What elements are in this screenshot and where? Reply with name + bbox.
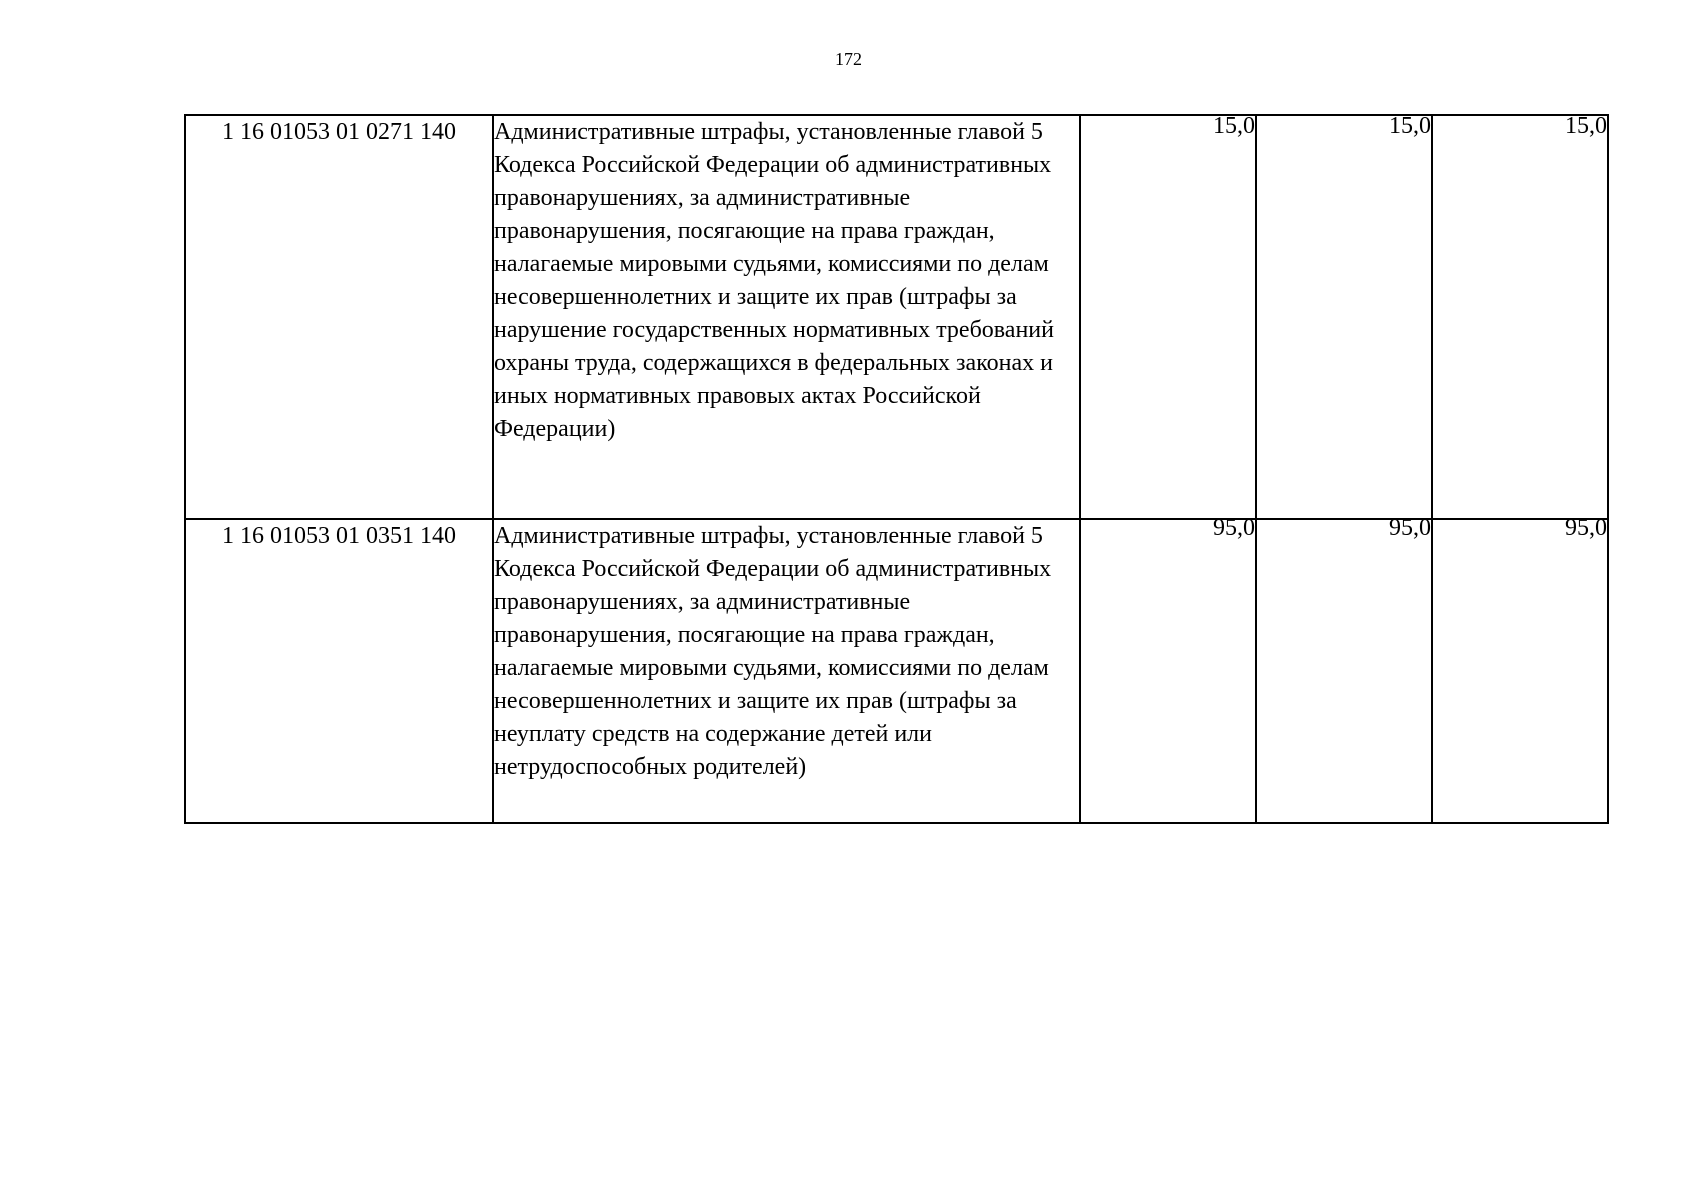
description-cell: [493, 519, 1080, 823]
value-cell-1: [1080, 515, 1256, 823]
code-cell: [185, 519, 493, 823]
table-row: [185, 115, 1608, 519]
value-cell-3: [1432, 115, 1608, 519]
description-cell: [493, 115, 1080, 519]
page-number: 172: [835, 49, 862, 69]
value-2: 15,0: [1389, 113, 1431, 139]
value-cell-2: [1256, 115, 1432, 519]
budget-code: 1 16 01053 01 0271 140: [222, 119, 456, 145]
description-text: Административные штрафы, установленные главой 5 Кодекса Российской Федерации об административных правонарушениях, за административные правонарушения, посягающие на права граждан, налагаемые мировыми судьями, комиссиями по делам несовершеннолетних и защите их прав (штрафы за неуплату средств на содержание детей или нетрудоспособных родителей): [494, 523, 1052, 780]
value-2: 95,0: [1389, 515, 1431, 541]
value-1: 15,0: [1213, 113, 1255, 139]
code-cell: [185, 115, 493, 519]
value-cell-2: [1256, 515, 1432, 823]
value-cell-1: [1080, 115, 1256, 519]
budget-table: [184, 114, 1609, 824]
budget-code: 1 16 01053 01 0351 140: [222, 523, 456, 549]
value-cell-3: [1432, 515, 1608, 823]
value-3: 95,0: [1565, 515, 1607, 541]
value-3: 15,0: [1565, 113, 1607, 139]
table-row: [185, 519, 1608, 823]
description-text: Административные штрафы, установленные главой 5 Кодекса Российской Федерации об административных правонарушениях, за административные правонарушения, посягающие на права граждан, налагаемые мировыми судьями, комиссиями по делам несовершеннолетних и защите их прав (штрафы за нарушение государственных нормативных требований охраны труда, содержащихся в федеральных законах и иных нормативных правовых актах Российской Федерации): [494, 119, 1054, 442]
value-1: 95,0: [1213, 515, 1255, 541]
